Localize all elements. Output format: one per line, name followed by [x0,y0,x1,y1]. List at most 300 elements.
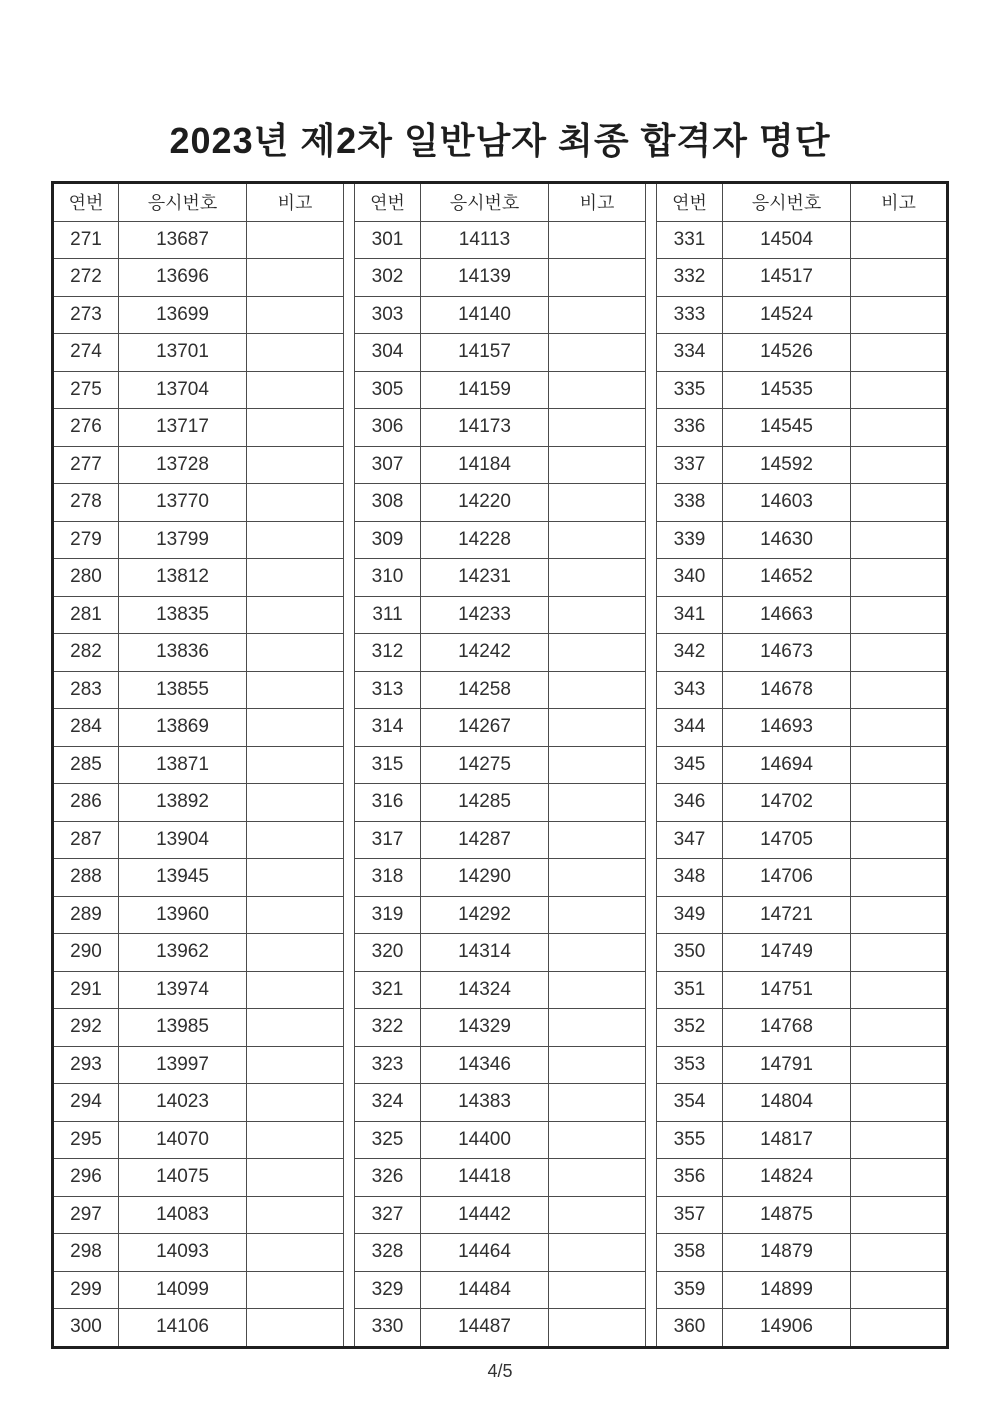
serial-number-cell: 334 [657,334,723,372]
serial-number-cell: 318 [355,859,421,897]
serial-number-cell: 289 [53,896,119,934]
group-divider [646,596,657,634]
serial-number-cell: 295 [53,1121,119,1159]
remarks-cell [851,1234,948,1272]
column-header: 연번 [53,183,119,222]
group-divider [646,859,657,897]
remarks-cell [549,521,646,559]
serial-number-cell: 294 [53,1084,119,1122]
remarks-cell [549,971,646,1009]
exam-number-cell: 14292 [421,896,549,934]
table-row [53,521,948,559]
exam-number-cell: 14705 [723,821,851,859]
exam-number-cell: 14484 [421,1271,549,1309]
serial-number-cell: 304 [355,334,421,372]
serial-number-cell: 359 [657,1271,723,1309]
serial-number-cell: 310 [355,559,421,597]
remarks-cell [549,896,646,934]
exam-number-cell: 13869 [119,709,247,747]
serial-number-cell: 292 [53,1009,119,1047]
remarks-cell [247,746,344,784]
group-divider [344,1159,355,1197]
serial-number-cell: 323 [355,1046,421,1084]
table-row [53,671,948,709]
serial-number-cell: 303 [355,296,421,334]
serial-number-cell: 317 [355,821,421,859]
remarks-cell [851,746,948,784]
page-title: 2023년 제2차 일반남자 최종 합격자 명단 [169,120,831,161]
remarks-cell [851,1196,948,1234]
column-header: 응시번호 [421,183,549,222]
group-divider [344,634,355,672]
group-divider [646,784,657,822]
exam-number-cell: 14242 [421,634,549,672]
exam-number-cell: 14290 [421,859,549,897]
group-divider [646,1159,657,1197]
exam-number-cell: 14663 [723,596,851,634]
column-header: 연번 [355,183,421,222]
group-divider [344,521,355,559]
serial-number-cell: 342 [657,634,723,672]
group-divider [344,784,355,822]
exam-number-cell: 13945 [119,859,247,897]
table-row [53,446,948,484]
serial-number-cell: 281 [53,596,119,634]
group-divider [646,1309,657,1348]
group-divider [344,221,355,259]
serial-number-cell: 312 [355,634,421,672]
remarks-cell [247,559,344,597]
exam-number-cell: 14721 [723,896,851,934]
exam-number-cell: 14329 [421,1009,549,1047]
serial-number-cell: 305 [355,371,421,409]
serial-number-cell: 320 [355,934,421,972]
serial-number-cell: 350 [657,934,723,972]
serial-number-cell: 280 [53,559,119,597]
group-divider [646,634,657,672]
group-divider [646,259,657,297]
exam-number-cell: 13974 [119,971,247,1009]
table-row [53,1271,948,1309]
serial-number-cell: 332 [657,259,723,297]
group-divider [646,971,657,1009]
remarks-cell [247,221,344,259]
serial-number-cell: 321 [355,971,421,1009]
remarks-cell [851,596,948,634]
serial-number-cell: 353 [657,1046,723,1084]
group-divider [344,183,355,222]
exam-number-cell: 14817 [723,1121,851,1159]
group-divider [646,1271,657,1309]
group-divider [646,484,657,522]
remarks-cell [851,409,948,447]
serial-number-cell: 329 [355,1271,421,1309]
remarks-cell [549,596,646,634]
group-divider [646,183,657,222]
remarks-cell [851,859,948,897]
group-divider [646,821,657,859]
serial-number-cell: 355 [657,1121,723,1159]
exam-number-cell: 13871 [119,746,247,784]
exam-number-cell: 14231 [421,559,549,597]
remarks-cell [247,259,344,297]
exam-number-cell: 14693 [723,709,851,747]
table-row [53,971,948,1009]
exam-number-cell: 14899 [723,1271,851,1309]
table-row [53,634,948,672]
group-divider [646,1234,657,1272]
exam-number-cell: 14346 [421,1046,549,1084]
serial-number-cell: 345 [657,746,723,784]
exam-number-cell: 14804 [723,1084,851,1122]
exam-number-cell: 14652 [723,559,851,597]
group-divider [646,221,657,259]
serial-number-cell: 290 [53,934,119,972]
group-divider [344,559,355,597]
remarks-cell [247,1309,344,1348]
exam-number-cell: 14824 [723,1159,851,1197]
exam-number-cell: 14140 [421,296,549,334]
exam-number-cell: 14694 [723,746,851,784]
group-divider [344,746,355,784]
roster-table-body [53,183,948,1348]
serial-number-cell: 326 [355,1159,421,1197]
serial-number-cell: 282 [53,634,119,672]
group-divider [344,334,355,372]
remarks-cell [851,971,948,1009]
group-divider [344,859,355,897]
exam-number-cell: 14275 [421,746,549,784]
serial-number-cell: 277 [53,446,119,484]
remarks-cell [851,371,948,409]
group-divider [646,1046,657,1084]
remarks-cell [549,934,646,972]
remarks-cell [247,1271,344,1309]
table-row [53,259,948,297]
header-row [53,183,948,222]
serial-number-cell: 314 [355,709,421,747]
serial-number-cell: 349 [657,896,723,934]
group-divider [646,671,657,709]
group-divider [344,1046,355,1084]
exam-number-cell: 14535 [723,371,851,409]
remarks-cell [247,859,344,897]
exam-number-cell: 14545 [723,409,851,447]
column-header: 비고 [851,183,948,222]
exam-number-cell: 14706 [723,859,851,897]
serial-number-cell: 278 [53,484,119,522]
remarks-cell [549,859,646,897]
group-divider [344,1271,355,1309]
serial-number-cell: 297 [53,1196,119,1234]
table-row [53,1196,948,1234]
remarks-cell [247,1234,344,1272]
exam-number-cell: 14418 [421,1159,549,1197]
serial-number-cell: 336 [657,409,723,447]
table-row [53,596,948,634]
exam-number-cell: 13985 [119,1009,247,1047]
remarks-cell [549,1196,646,1234]
remarks-cell [247,296,344,334]
serial-number-cell: 309 [355,521,421,559]
remarks-cell [549,709,646,747]
remarks-cell [247,1046,344,1084]
remarks-cell [549,1271,646,1309]
serial-number-cell: 331 [657,221,723,259]
serial-number-cell: 284 [53,709,119,747]
exam-number-cell: 13960 [119,896,247,934]
serial-number-cell: 311 [355,596,421,634]
exam-number-cell: 13728 [119,446,247,484]
serial-number-cell: 357 [657,1196,723,1234]
remarks-cell [247,896,344,934]
exam-number-cell: 14139 [421,259,549,297]
serial-number-cell: 308 [355,484,421,522]
exam-number-cell: 14099 [119,1271,247,1309]
exam-number-cell: 14285 [421,784,549,822]
exam-number-cell: 14751 [723,971,851,1009]
exam-number-cell: 14106 [119,1309,247,1348]
group-divider [344,821,355,859]
exam-number-cell: 13799 [119,521,247,559]
exam-number-cell: 13812 [119,559,247,597]
exam-number-cell: 14400 [421,1121,549,1159]
exam-number-cell: 14592 [723,446,851,484]
remarks-cell [851,446,948,484]
remarks-cell [247,709,344,747]
table-row [53,371,948,409]
remarks-cell [851,709,948,747]
serial-number-cell: 300 [53,1309,119,1348]
serial-number-cell: 301 [355,221,421,259]
remarks-cell [851,1271,948,1309]
remarks-cell [851,521,948,559]
exam-number-cell: 14791 [723,1046,851,1084]
group-divider [344,296,355,334]
remarks-cell [549,296,646,334]
exam-number-cell: 14526 [723,334,851,372]
exam-number-cell: 13699 [119,296,247,334]
group-divider [344,971,355,1009]
table-row [53,484,948,522]
exam-number-cell: 14702 [723,784,851,822]
table-row [53,1309,948,1348]
exam-number-cell: 14603 [723,484,851,522]
exam-number-cell: 13704 [119,371,247,409]
remarks-cell [851,896,948,934]
exam-number-cell: 14220 [421,484,549,522]
table-row [53,859,948,897]
exam-number-cell: 14184 [421,446,549,484]
column-header: 응시번호 [723,183,851,222]
serial-number-cell: 291 [53,971,119,1009]
group-divider [646,296,657,334]
exam-number-cell: 13892 [119,784,247,822]
serial-number-cell: 298 [53,1234,119,1272]
exam-number-cell: 14383 [421,1084,549,1122]
remarks-cell [549,746,646,784]
remarks-cell [247,971,344,1009]
exam-number-cell: 14228 [421,521,549,559]
table-row [53,296,948,334]
group-divider [344,596,355,634]
remarks-cell [549,446,646,484]
remarks-cell [247,484,344,522]
group-divider [344,1009,355,1047]
group-divider [646,371,657,409]
exam-number-cell: 14464 [421,1234,549,1272]
exam-number-cell: 14906 [723,1309,851,1348]
remarks-cell [851,484,948,522]
group-divider [646,409,657,447]
serial-number-cell: 286 [53,784,119,822]
serial-number-cell: 322 [355,1009,421,1047]
serial-number-cell: 340 [657,559,723,597]
remarks-cell [851,821,948,859]
exam-number-cell: 14173 [421,409,549,447]
serial-number-cell: 337 [657,446,723,484]
serial-number-cell: 293 [53,1046,119,1084]
serial-number-cell: 352 [657,1009,723,1047]
table-row [53,1009,948,1047]
remarks-cell [549,259,646,297]
group-divider [646,746,657,784]
exam-number-cell: 14875 [723,1196,851,1234]
remarks-cell [247,371,344,409]
serial-number-cell: 276 [53,409,119,447]
remarks-cell [549,671,646,709]
exam-number-cell: 13962 [119,934,247,972]
group-divider [344,371,355,409]
remarks-cell [247,1196,344,1234]
remarks-cell [549,1084,646,1122]
remarks-cell [549,1159,646,1197]
exam-number-cell: 14314 [421,934,549,972]
serial-number-cell: 273 [53,296,119,334]
page-number: 4/5 [487,1360,513,1381]
serial-number-cell: 358 [657,1234,723,1272]
exam-number-cell: 14233 [421,596,549,634]
remarks-cell [247,409,344,447]
table-row [53,409,948,447]
table-row [53,559,948,597]
remarks-cell [247,1121,344,1159]
serial-number-cell: 283 [53,671,119,709]
exam-number-cell: 14678 [723,671,851,709]
remarks-cell [549,1234,646,1272]
group-divider [646,1009,657,1047]
serial-number-cell: 287 [53,821,119,859]
group-divider [646,896,657,934]
group-divider [344,1309,355,1348]
remarks-cell [549,371,646,409]
serial-number-cell: 319 [355,896,421,934]
group-divider [344,259,355,297]
remarks-cell [247,1009,344,1047]
table-row [53,1084,948,1122]
exam-number-cell: 14517 [723,259,851,297]
group-divider [646,521,657,559]
remarks-cell [851,1084,948,1122]
exam-number-cell: 13717 [119,409,247,447]
serial-number-cell: 333 [657,296,723,334]
remarks-cell [247,521,344,559]
column-header: 연번 [657,183,723,222]
table-row [53,934,948,972]
group-divider [646,1084,657,1122]
exam-number-cell: 14083 [119,1196,247,1234]
exam-number-cell: 14267 [421,709,549,747]
exam-number-cell: 14673 [723,634,851,672]
remarks-cell [851,1046,948,1084]
exam-number-cell: 14159 [421,371,549,409]
remarks-cell [851,221,948,259]
serial-number-cell: 288 [53,859,119,897]
remarks-cell [549,821,646,859]
serial-number-cell: 356 [657,1159,723,1197]
serial-number-cell: 299 [53,1271,119,1309]
remarks-cell [247,671,344,709]
column-header: 비고 [247,183,344,222]
remarks-cell [247,596,344,634]
pass-roster-table [51,181,949,1349]
group-divider [344,1234,355,1272]
exam-number-cell: 14749 [723,934,851,972]
exam-number-cell: 14324 [421,971,549,1009]
exam-number-cell: 14023 [119,1084,247,1122]
remarks-cell [851,784,948,822]
serial-number-cell: 313 [355,671,421,709]
remarks-cell [851,634,948,672]
remarks-cell [851,334,948,372]
remarks-cell [247,934,344,972]
serial-number-cell: 330 [355,1309,421,1348]
remarks-cell [851,1121,948,1159]
serial-number-cell: 272 [53,259,119,297]
column-header: 응시번호 [119,183,247,222]
serial-number-cell: 275 [53,371,119,409]
table-row [53,896,948,934]
serial-number-cell: 302 [355,259,421,297]
remarks-cell [851,671,948,709]
table-row [53,1234,948,1272]
remarks-cell [851,259,948,297]
remarks-cell [549,1046,646,1084]
group-divider [344,934,355,972]
serial-number-cell: 325 [355,1121,421,1159]
group-divider [646,709,657,747]
serial-number-cell: 285 [53,746,119,784]
serial-number-cell: 338 [657,484,723,522]
serial-number-cell: 341 [657,596,723,634]
remarks-cell [549,784,646,822]
exam-number-cell: 14093 [119,1234,247,1272]
table-row [53,821,948,859]
serial-number-cell: 324 [355,1084,421,1122]
table-row [53,1121,948,1159]
column-header: 비고 [549,183,646,222]
exam-number-cell: 13687 [119,221,247,259]
exam-number-cell: 14504 [723,221,851,259]
remarks-cell [549,559,646,597]
group-divider [646,934,657,972]
remarks-cell [247,1159,344,1197]
serial-number-cell: 348 [657,859,723,897]
remarks-cell [851,559,948,597]
remarks-cell [851,296,948,334]
table-row [53,334,948,372]
exam-number-cell: 13836 [119,634,247,672]
